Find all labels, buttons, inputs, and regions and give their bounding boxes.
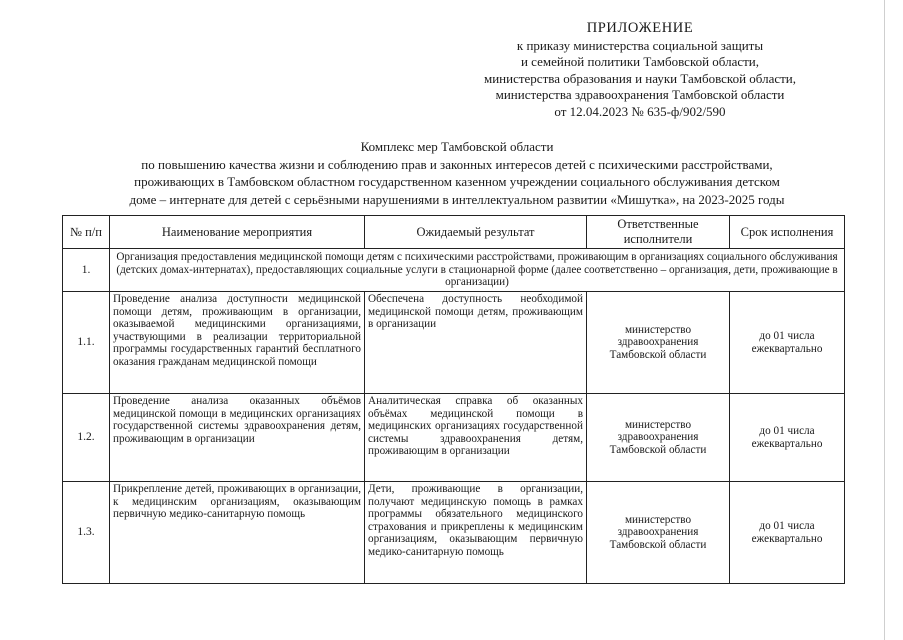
- section-title: Организация предоставления медицинской помощи детям с психическими расстройствами, проживающим в организациях социального обслуживания (детских домах-интернатах), предоставляющих социальные услуги в стационарной форме (далее соответственно – организация, дети, проживающие в организации): [110, 249, 845, 292]
- row-activity: Прикрепление детей, проживающих в организации, к медицинским организациям, оказывающим первичную медико-санитарную помощь: [110, 482, 365, 584]
- table-header-row: [63, 216, 845, 249]
- header-responsible: Ответственные исполнители: [587, 216, 730, 249]
- measures-table: [62, 215, 845, 584]
- row-num: 1.3.: [63, 482, 110, 584]
- document-title-line: проживающих в Тамбовском областном государственном казенном учреждении социального обслуживания детском: [134, 174, 780, 189]
- row-responsible: министерство здравоохранения Тамбовской области: [587, 394, 730, 482]
- row-deadline: до 01 числа ежеквартально: [730, 292, 845, 394]
- row-result: Обеспечена доступность необходимой медицинской помощи детям, проживающим в организации: [365, 292, 587, 394]
- row-result: Аналитическая справка об оказанных объёмах медицинской помощи в медицинских организациях государственной системы здравоохранения детям, проживающим в организации: [365, 394, 587, 482]
- row-deadline: до 01 числа ежеквартально: [730, 394, 845, 482]
- appendix-block: [460, 20, 820, 120]
- row-num: 1.1.: [63, 292, 110, 394]
- document-title-line: доме – интернате для детей с серьёзными нарушениями в интеллектуальном развитии «Мишутка», на 2023-2025 годы: [129, 191, 785, 207]
- table-row: [63, 292, 845, 394]
- appendix-line: министерства здравоохранения Тамбовской области: [495, 87, 785, 102]
- document-title-line: Комплекс мер Тамбовской области: [360, 139, 554, 154]
- page-edge-line: [884, 0, 885, 640]
- appendix-line: и семейной политики Тамбовской области,: [520, 54, 760, 69]
- section-num: 1.: [63, 249, 110, 292]
- row-activity: Проведение анализа оказанных объёмов медицинской помощи в медицинских организациях государственной системы здравоохранения детям, проживающим в организации: [110, 394, 365, 482]
- row-responsible: министерство здравоохранения Тамбовской области: [587, 292, 730, 394]
- row-responsible: министерство здравоохранения Тамбовской области: [587, 482, 730, 584]
- table-row: [63, 394, 845, 482]
- table-row: [63, 482, 845, 584]
- header-activity: Наименование мероприятия: [110, 216, 365, 249]
- section-row: [63, 249, 845, 292]
- row-activity: Проведение анализа доступности медицинской помощи детям, проживающим в организации, оказываемой медицинскими организациями, участвующими в реализации территориальной программы государственных гарантий бесплатного оказания гражданам медицинской помощи: [110, 292, 365, 394]
- appendix-line: к приказу министерства социальной защиты: [516, 37, 764, 53]
- header-deadline: Срок исполнения: [730, 216, 845, 249]
- header-result: Ожидаемый результат: [365, 216, 587, 249]
- appendix-order-reference: от 12.04.2023 № 635-ф/902/590: [554, 103, 726, 119]
- document-title: [62, 138, 852, 208]
- appendix-title: ПРИЛОЖЕНИЕ: [586, 20, 694, 36]
- header-num: № п/п: [63, 216, 110, 249]
- row-num: 1.2.: [63, 394, 110, 482]
- row-result: Дети, проживающие в организации, получают медицинскую помощь в рамках программы обязательного медицинского страхования и прикреплены к медицинским организациям, оказывающим первичную медико-санитарную помощь: [365, 482, 587, 584]
- row-deadline: до 01 числа ежеквартально: [730, 482, 845, 584]
- appendix-line: министерства образования и науки Тамбовской области,: [483, 70, 796, 86]
- document-title-line: по повышению качества жизни и соблюдению прав и законных интересов детей с психическими расстройствами,: [141, 156, 773, 172]
